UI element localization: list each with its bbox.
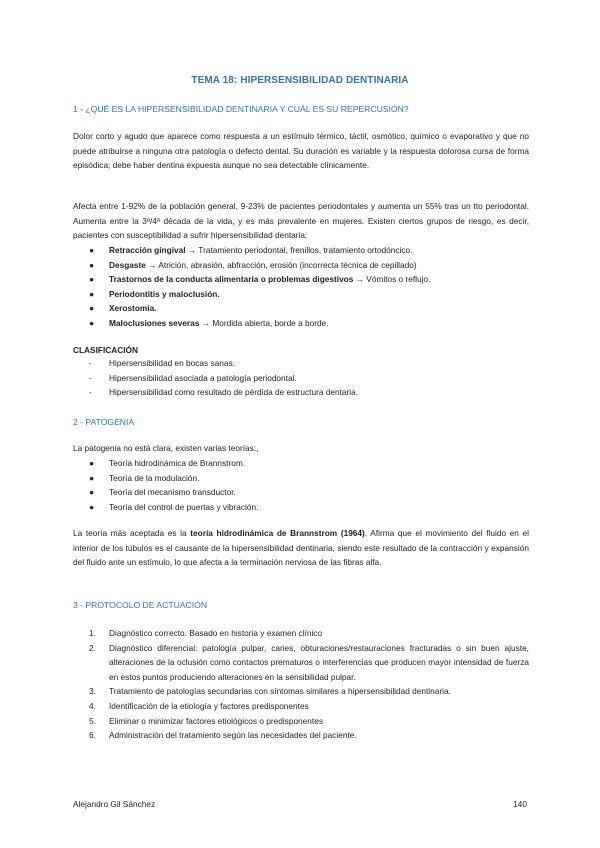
- list-item: ● Trastornos de la conducta alimentaria o problemas digestivos → Vómitos o reflujo.: [73, 272, 529, 287]
- list-item: 5. Eliminar o minimizar factores etiológicos o predisponentes: [89, 715, 323, 726]
- section-2-heading: 2 - PATOGENIA: [73, 417, 135, 427]
- bullet-icon: ●: [89, 274, 95, 285]
- section-3-heading: 3 - PROTOCOLO DE ACTUACIÓN: [73, 600, 208, 610]
- dash-icon: -: [89, 387, 92, 398]
- protocol-steps-list: [73, 626, 529, 743]
- section-1-paragraph-1: Dolor corto y agudo que aparece como respuesta a un estímulo térmico, táctil, osmótico, químico o evaporativo y que no puede atribuirse a ninguna otra patología o defecto dental. Su duración es variable y la respuesta dolorosa cursa de forma episódica; debe haber dentina expuesta aunque no sea detectable clínicamente.: [73, 131, 529, 170]
- list-item: - Hipersensibilidad como resultado de pérdida de estructura dentaria.: [73, 385, 529, 400]
- list-item: 4. Identificación de la etiología y factores predisponentes: [89, 700, 309, 711]
- list-item: ● Teoría del control de puertas y vibración.: [73, 500, 529, 515]
- list-item: ● Xerostomía.: [73, 301, 529, 316]
- bullet-icon: ●: [89, 259, 95, 270]
- footer-page-number: 140: [513, 799, 527, 809]
- section-2-paragraph: La teoría más aceptada es la teoría hidrodinámica de Brannstrom (1964). Afirma que el movimiento del fluido en el interior de los túbulos es el causante de la hipersensibilidad dentinaria, siendo este resultado de la contracción y expansión del fluido ante un estímulo, lo que afecta a la terminación nerviosa de las fibras alfa.: [73, 528, 530, 567]
- section-2-intro: La patogenia no está clara, existen varias teorías:,: [73, 443, 259, 453]
- list-item: ● Teoría hidrodinámica de Brannstrom.: [73, 456, 529, 471]
- dash-icon: -: [89, 372, 92, 383]
- classification-heading: CLASIFICACIÓN: [73, 345, 138, 355]
- list-item: ● Teoría de la modulación.: [73, 471, 529, 486]
- section-1-heading: 1 - ¿QUÉ ES LA HIPERSENSIBILIDAD DENTINARIA Y CUÁL ES SU REPERCUSIÓN?: [73, 104, 409, 114]
- list-item: 3. Tratamiento de patologías secundarias con síntomas similares a hipersensibilidad dentinaria.: [89, 686, 451, 697]
- list-item: ● Periodontitis y maloclusión.: [73, 287, 529, 302]
- dash-icon: -: [89, 358, 92, 368]
- list-item: 1. Diagnóstico correcto. Basado en historia y examen clínico: [89, 628, 323, 638]
- bullet-icon: ●: [89, 458, 95, 468]
- theories-list: [73, 456, 529, 514]
- list-item: ● Maloclusiones severas → Mordida abierta, borde a borde.: [73, 316, 529, 331]
- list-item: 2. Diagnóstico diferencial: patología pulpar, caries, obturaciones/restauraciones fracturadas o sin buen ajuste, alteraciones de la oclusión como contactos prematuros o interferencias que producen mayor intensidad de fuerza en estos puntos produciendo alteraciones en la sensibilidad pulpar.: [89, 642, 529, 682]
- risk-groups-list: [73, 243, 529, 331]
- bullet-icon: ●: [89, 487, 95, 498]
- classification-list: [73, 356, 529, 400]
- bullet-icon: ●: [89, 501, 95, 512]
- list-item: - Hipersensibilidad en bocas sanas.: [73, 356, 529, 371]
- footer-author: Alejandro Gil Sánchez: [73, 799, 156, 809]
- bullet-icon: ●: [89, 245, 95, 255]
- bullet-icon: ●: [89, 317, 95, 328]
- section-1-paragraph-2: Afecta entre 1-92% de la población general, 9-23% de pacientes periodontales y aumenta un 55% tras un tto periodontal. Aumenta entre la 3ª/4ª década de la vida, y es más prevalente en mujeres. Existen ciertos grupos de riesgo, es decir, pacientes con susceptibilidad a sufrir hipersensibilidad dentaria:: [73, 201, 529, 240]
- bullet-icon: ●: [89, 303, 95, 314]
- bullet-icon: ●: [89, 288, 95, 299]
- bullet-icon: ●: [89, 472, 95, 483]
- list-item: 6. Administración del tratamiento según las necesidades del paciente.: [89, 730, 357, 741]
- list-item: - Hipersensibilidad asociada a patología periodontal.: [73, 371, 529, 386]
- list-item: ● Retracción gingival → Tratamiento periodontal, frenillos, tratamiento ortodóncico.: [73, 243, 529, 258]
- list-item: ● Desgaste → Atrición, abrasión, abfracción, erosión (incorrecta técnica de cepillado): [73, 258, 529, 273]
- list-item: ● Teoría del mecanismo transductor.: [73, 485, 529, 500]
- page-title: TEMA 18: HIPERSENSIBILIDAD DENTINARIA: [191, 75, 409, 86]
